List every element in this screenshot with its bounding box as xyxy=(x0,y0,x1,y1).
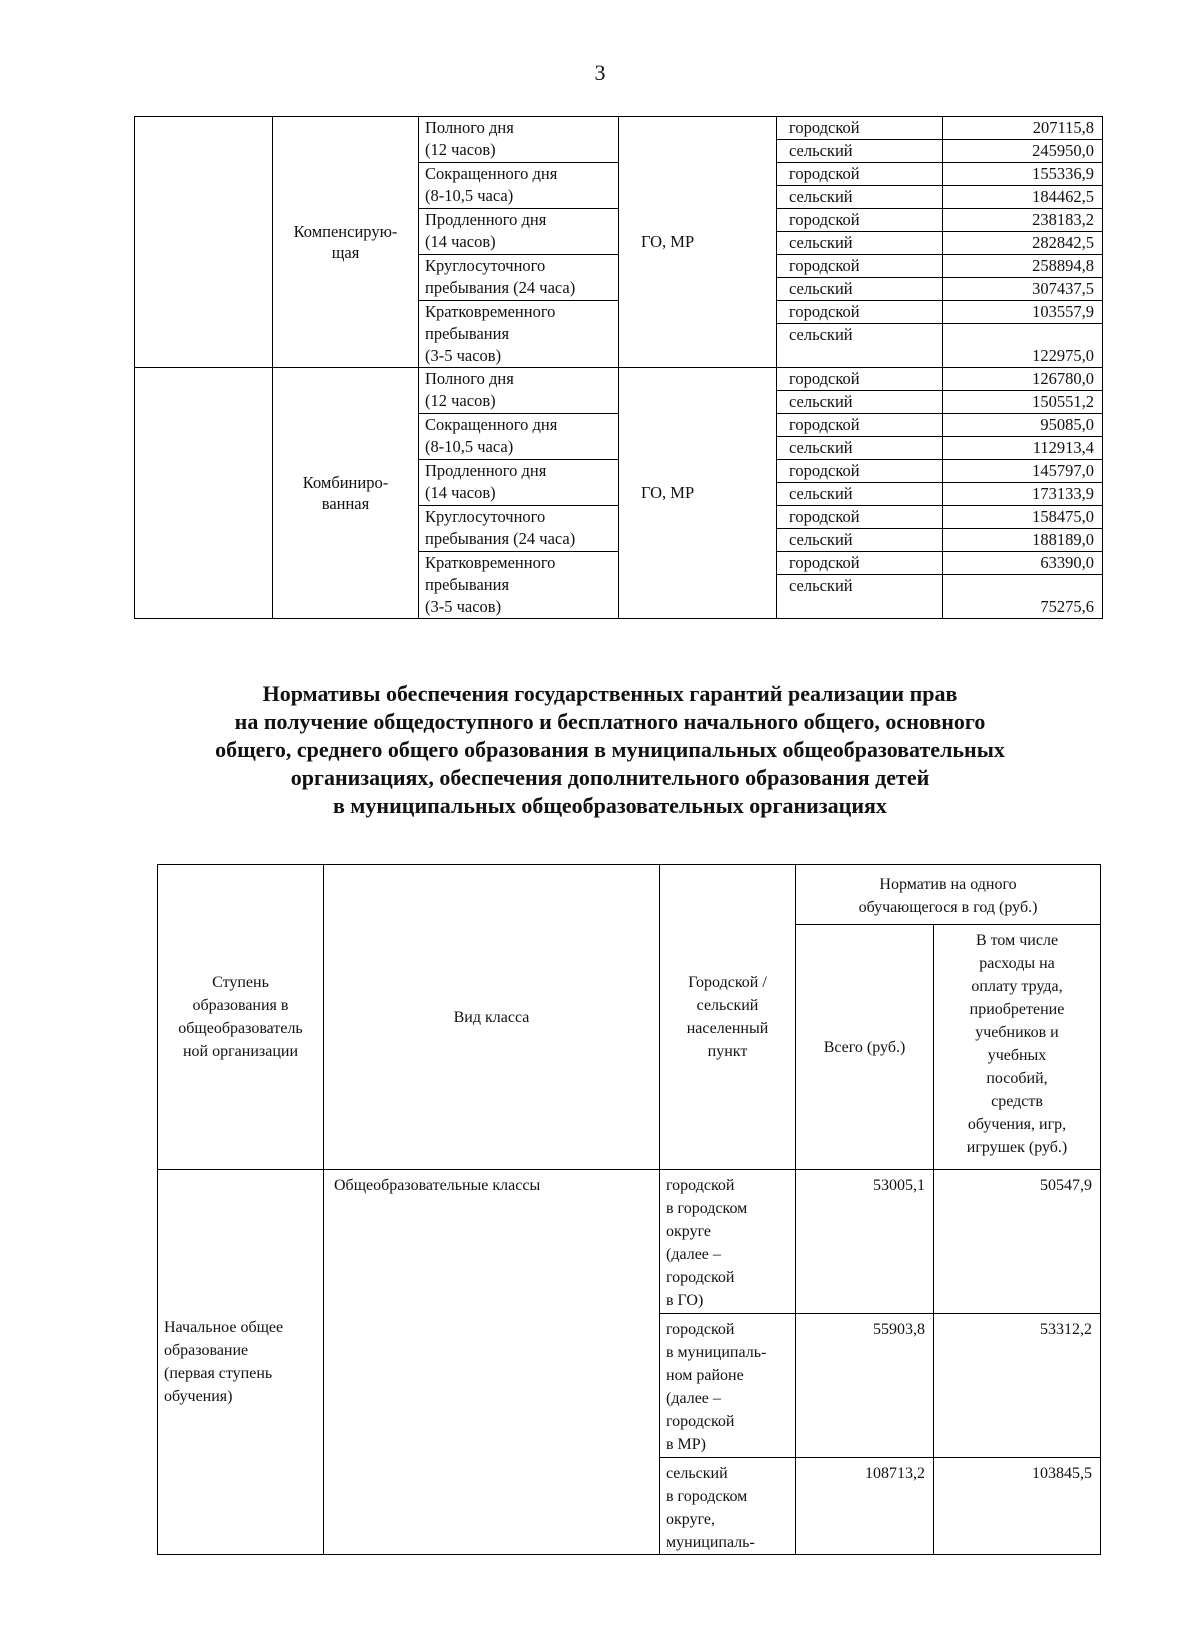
value-cell: 112913,4 xyxy=(943,437,1103,460)
settlement-cell: городской xyxy=(777,301,943,324)
mode-cell: Продленного дня (14 часов) xyxy=(419,460,619,506)
settlement-cell: городской xyxy=(777,368,943,391)
group-name-cell: Комбиниро- ванная xyxy=(273,368,419,619)
mode-cell: Продленного дня (14 часов) xyxy=(419,209,619,255)
settlement-cell: городской xyxy=(777,552,943,575)
header-norm: Норматив на одного обучающегося в год (руб.) xyxy=(796,865,1101,925)
mode-cell: Кратковременного пребывания (3-5 часов) xyxy=(419,552,619,619)
value-cell: 307437,5 xyxy=(943,278,1103,301)
settlement-cell: городской xyxy=(777,460,943,483)
including-cell: 50547,9 xyxy=(934,1170,1101,1314)
total-cell: 53005,1 xyxy=(796,1170,934,1314)
heading-line: организациях, обеспечения дополнительного образования детей xyxy=(290,765,930,790)
header-level: Ступень образования в общеобразователь ной организации xyxy=(158,865,324,1170)
value-cell: 122975,0 xyxy=(943,324,1103,368)
value-cell: 63390,0 xyxy=(943,552,1103,575)
go-mr-cell: ГО, МР xyxy=(619,368,777,619)
mode-cell: Круглосуточного пребывания (24 часа) xyxy=(419,255,619,301)
value-cell: 103557,9 xyxy=(943,301,1103,324)
settlement-cell: городской xyxy=(777,209,943,232)
value-cell: 184462,5 xyxy=(943,186,1103,209)
mode-cell: Полного дня (12 часов) xyxy=(419,117,619,163)
value-cell: 150551,2 xyxy=(943,391,1103,414)
empty-cell xyxy=(135,368,273,619)
value-cell: 258894,8 xyxy=(943,255,1103,278)
mode-cell: Сокращенного дня (8-10,5 часа) xyxy=(419,163,619,209)
settlement-cell: городской xyxy=(777,163,943,186)
section-heading xyxy=(110,680,1110,820)
settlement-cell: сельский xyxy=(777,324,943,368)
including-cell: 103845,5 xyxy=(934,1458,1101,1555)
value-cell: 238183,2 xyxy=(943,209,1103,232)
header-including: В том числе расходы на оплату труда, приобретение учебников и учебных пособий, средств обучения, игр, игрушек (руб.) xyxy=(934,925,1101,1170)
settlement-cell: сельский xyxy=(777,391,943,414)
total-cell: 55903,8 xyxy=(796,1314,934,1458)
settlement-cell: сельский xyxy=(777,529,943,552)
mode-cell: Круглосуточного пребывания (24 часа) xyxy=(419,506,619,552)
table-row xyxy=(135,368,1103,391)
header-locality: Городской / сельский населенный пункт xyxy=(660,865,796,1170)
settlement-cell: сельский xyxy=(777,437,943,460)
total-cell: 108713,2 xyxy=(796,1458,934,1555)
settlement-cell: сельский xyxy=(777,575,943,619)
settlement-cell: сельский xyxy=(777,483,943,506)
value-cell: 155336,9 xyxy=(943,163,1103,186)
mode-cell: Полного дня (12 часов) xyxy=(419,368,619,414)
class-type-cell: Общеобразовательные классы xyxy=(324,1170,660,1555)
go-mr-cell: ГО, МР xyxy=(619,117,777,368)
table-row xyxy=(135,117,1103,140)
empty-cell xyxy=(135,117,273,368)
locality-cell: сельский в городском округе, муниципаль- xyxy=(660,1458,796,1555)
settlement-cell: городской xyxy=(777,414,943,437)
school-norms-table xyxy=(157,864,1101,1555)
locality-cell: городской в муниципаль- ном районе (далее – городской в МР) xyxy=(660,1314,796,1458)
value-cell: 75275,6 xyxy=(943,575,1103,619)
including-cell: 53312,2 xyxy=(934,1314,1101,1458)
settlement-cell: сельский xyxy=(777,278,943,301)
value-cell: 158475,0 xyxy=(943,506,1103,529)
header-total: Всего (руб.) xyxy=(796,925,934,1170)
locality-cell: городской в городском округе (далее – городской в ГО) xyxy=(660,1170,796,1314)
page-number: 3 xyxy=(594,60,606,85)
heading-line: в муниципальных общеобразовательных организациях xyxy=(333,793,887,818)
level-cell: Начальное общее образование (первая ступень обучения) xyxy=(158,1170,324,1555)
value-cell: 126780,0 xyxy=(943,368,1103,391)
mode-cell: Кратковременного пребывания (3-5 часов) xyxy=(419,301,619,368)
heading-line: на получение общедоступного и бесплатного начального общего, основного xyxy=(234,709,986,734)
value-cell: 95085,0 xyxy=(943,414,1103,437)
settlement-cell: городской xyxy=(777,117,943,140)
settlement-cell: сельский xyxy=(777,232,943,255)
value-cell: 145797,0 xyxy=(943,460,1103,483)
settlement-cell: сельский xyxy=(777,140,943,163)
mode-cell: Сокращенного дня (8-10,5 часа) xyxy=(419,414,619,460)
value-cell: 188189,0 xyxy=(943,529,1103,552)
settlement-cell: сельский xyxy=(777,186,943,209)
preschool-norms-table xyxy=(134,116,1103,619)
value-cell: 173133,9 xyxy=(943,483,1103,506)
heading-line: общего, среднего общего образования в муниципальных общеобразовательных xyxy=(215,737,1005,762)
group-name-cell: Компенсирую- щая xyxy=(273,117,419,368)
value-cell: 282842,5 xyxy=(943,232,1103,255)
table-row xyxy=(158,1170,1101,1314)
header-class-type: Вид класса xyxy=(324,865,660,1170)
settlement-cell: городской xyxy=(777,506,943,529)
value-cell: 245950,0 xyxy=(943,140,1103,163)
heading-line: Нормативы обеспечения государственных гарантий реализации прав xyxy=(262,681,958,706)
value-cell: 207115,8 xyxy=(943,117,1103,140)
settlement-cell: городской xyxy=(777,255,943,278)
